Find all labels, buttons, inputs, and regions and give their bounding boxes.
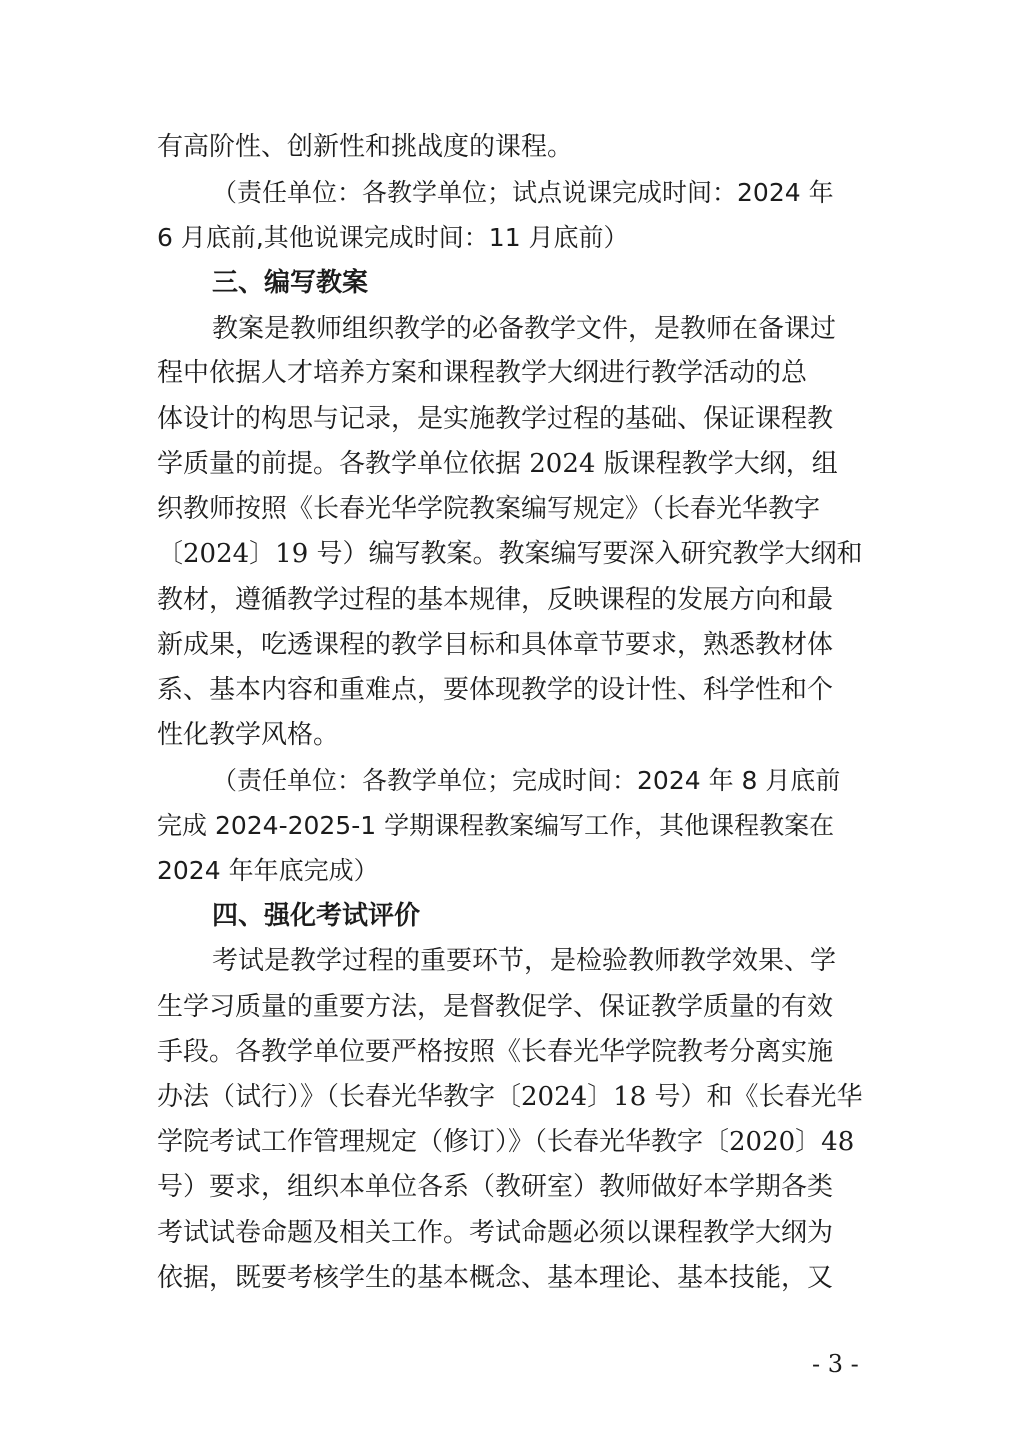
paragraph-line: 性化教学风格。 bbox=[157, 720, 340, 750]
paragraph-line: 学院考试工作管理规定（修订）》（长春光华教字〔2020〕48 bbox=[157, 1127, 855, 1157]
paragraph-line: 号）要求，组织本单位各系（教研室）教师做好本学期各类 bbox=[157, 1172, 834, 1202]
paragraph-line: 考试是教学过程的重要环节，是检验教师教学效果、学 bbox=[212, 946, 837, 976]
paragraph-line: 〔2024〕19 号）编写教案。教案编写要深入研究教学大纲和 bbox=[157, 539, 863, 569]
paragraph-line: （责任单位：各教学单位；完成时间：2024 年 8 月底前 bbox=[212, 766, 841, 795]
paragraph-line: 完成 2024-2025-1 学期课程教案编写工作，其他课程教案在 bbox=[157, 811, 835, 840]
paragraph-line: 学质量的前提。各教学单位依据 2024 版课程教学大纲，组 bbox=[157, 449, 838, 479]
paragraph-line: 教材，遵循教学过程的基本规律，反映课程的发展方向和最 bbox=[157, 585, 834, 615]
paragraph-line: 2024 年年底完成） bbox=[157, 856, 379, 885]
paragraph-line: 依据，既要考核学生的基本概念、基本理论、基本技能，又 bbox=[157, 1263, 834, 1293]
paragraph-line: 考试试卷命题及相关工作。考试命题必须以课程教学大纲为 bbox=[157, 1218, 834, 1248]
paragraph-line: （责任单位：各教学单位；试点说课完成时间：2024 年 bbox=[212, 178, 834, 207]
section-heading: 四、强化考试评价 bbox=[212, 901, 421, 931]
paragraph-line: 新成果，吃透课程的教学目标和具体章节要求，熟悉教材体 bbox=[157, 630, 834, 660]
paragraph-line: 6 月底前,其他说课完成时间：11 月底前） bbox=[157, 223, 629, 252]
paragraph-line: 教案是教师组织教学的必备教学文件，是教师在备课过 bbox=[212, 314, 837, 344]
paragraph-line: 手段。各教学单位要严格按照《长春光华学院教考分离实施 bbox=[157, 1037, 834, 1067]
paragraph-line: 办法（试行）》（长春光华教字〔2024〕18 号）和《长春光华 bbox=[157, 1082, 863, 1112]
paragraph-line: 体设计的构思与记录，是实施教学过程的基础、保证课程教 bbox=[157, 404, 834, 434]
paragraph-line: 织教师按照《长春光华学院教案编写规定》（长春光华教字 bbox=[157, 494, 821, 524]
section-heading: 三、编写教案 bbox=[212, 268, 369, 298]
paragraph-line: 系、基本内容和重难点，要体现教学的设计性、科学性和个 bbox=[157, 675, 834, 705]
paragraph-line: 生学习质量的重要方法，是督教促学、保证教学质量的有效 bbox=[157, 992, 834, 1022]
page-number: - 3 - bbox=[812, 1350, 859, 1378]
paragraph-line: 程中依据人才培养方案和课程教学大纲进行教学活动的总 bbox=[157, 358, 808, 388]
paragraph-line: 有高阶性、创新性和挑战度的课程。 bbox=[157, 132, 574, 162]
